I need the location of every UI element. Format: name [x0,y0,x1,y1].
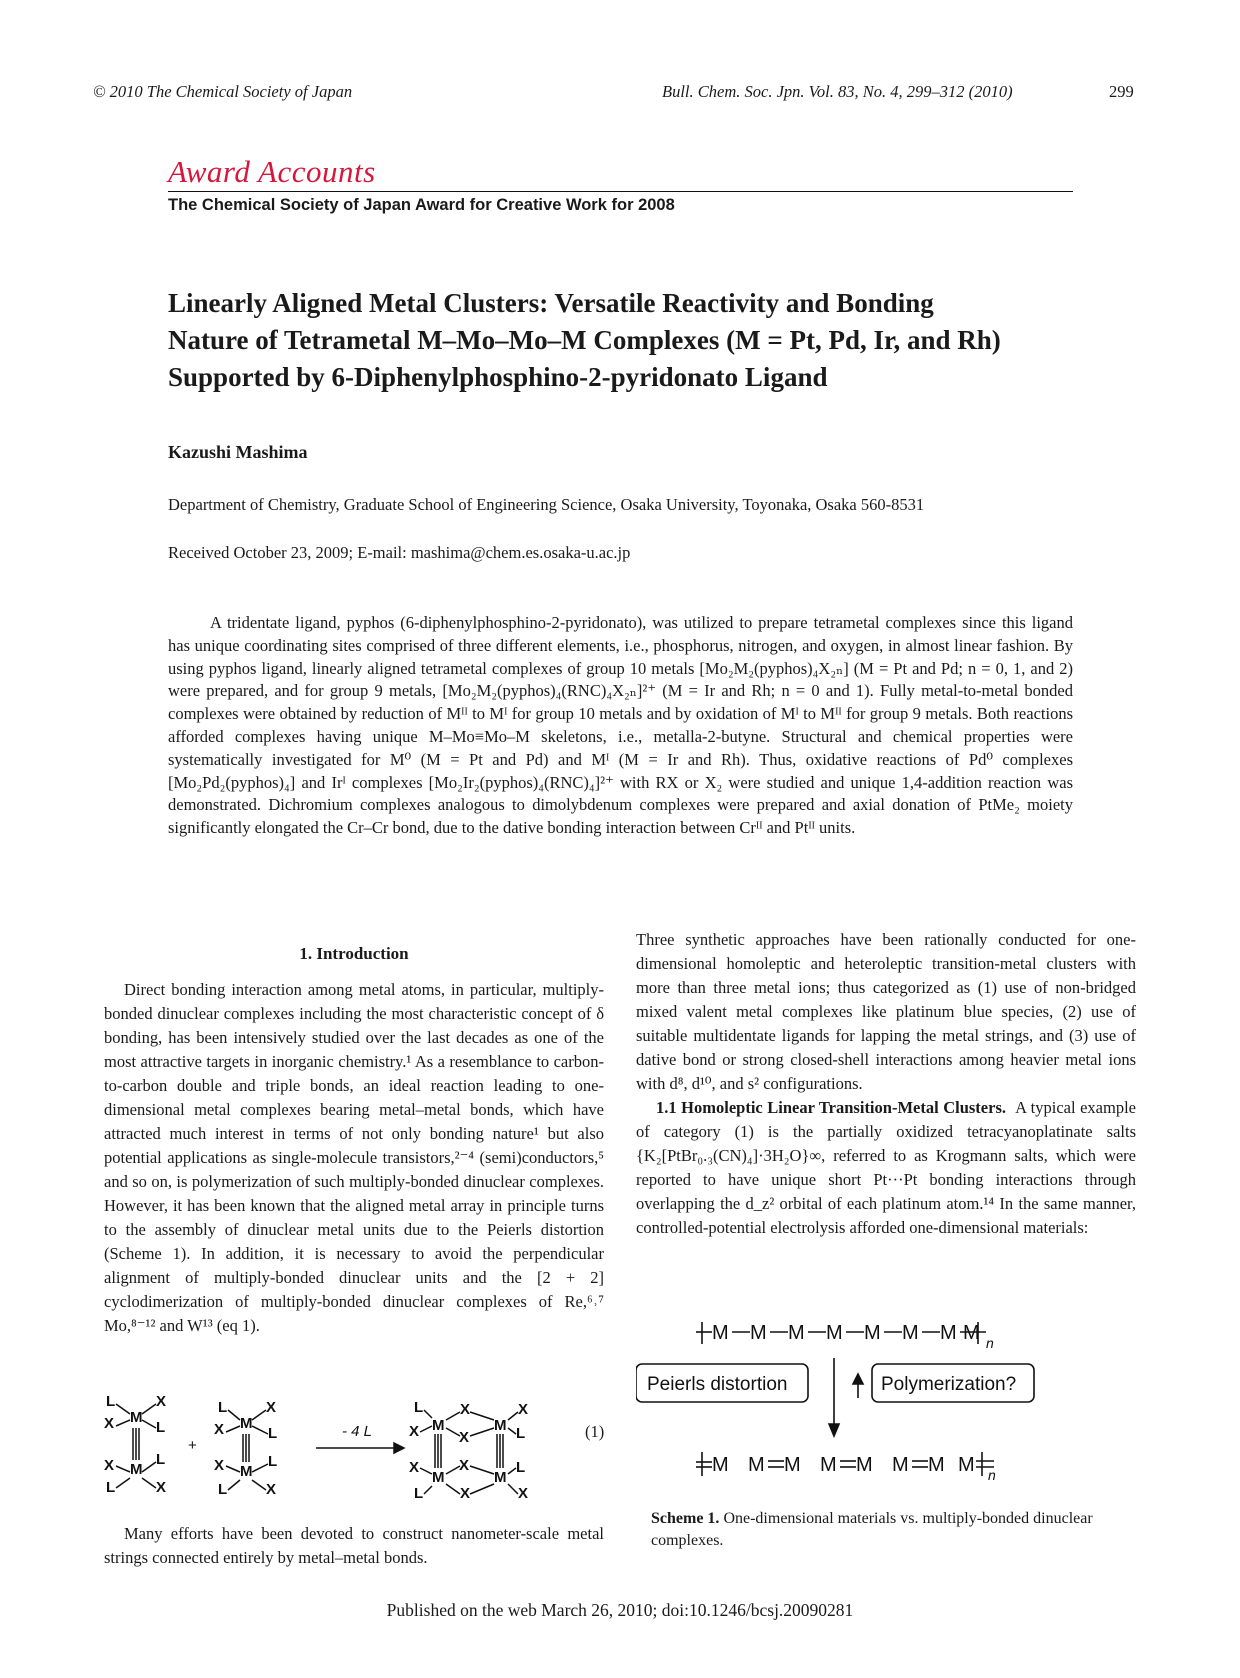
eq-reagent: - 4 L [342,1423,373,1440]
eq-bond [142,1420,156,1428]
chain-metal: M [864,1322,881,1344]
chain-metal: M [712,1454,729,1476]
abstract [168,612,1073,840]
intro-paragraph-2: Many efforts have been devoted to construct nanometer-scale metal strings connected entirely by metal–metal bonds. [104,1524,604,1567]
eq-atom-l: L [516,1425,526,1442]
page-number: 299 [1109,82,1134,101]
received-date-email: Received October 23, 2009; E-mail: mashima@chem.es.osaka-u.ac.jp [168,543,631,562]
polymerization-label: Polymerization? [881,1374,1017,1395]
chain-metal: M [958,1454,975,1476]
journal-citation: Bull. Chem. Soc. Jpn. Vol. 83, No. 4, 299–312 (2010) [662,82,1013,101]
eq-atom-m: M [432,1469,445,1486]
chain-subscript: n [986,1335,994,1351]
eq-bond [508,1468,516,1474]
eq-bond [470,1412,494,1420]
subsection-heading: 1.1 Homoleptic Linear Transition-Metal Clusters. [656,1098,1006,1117]
article-title [168,285,1088,396]
eq-atom-x: X [460,1401,471,1418]
copyright-notice: © 2010 The Chemical Society of Japan [93,82,353,101]
eq-atom-x: X [214,1457,225,1474]
eq-bond [508,1412,518,1420]
scheme-1 [636,1302,1136,1490]
eq-atom-x: X [104,1415,115,1432]
eq-atom-m: M [494,1469,507,1486]
down-arrow-head [829,1424,839,1436]
right-paragraph-2-text: A typical example of category (1) is the partially oxidized tetracyanoplatinate salts {K₂[PtBr₀.₃(CN)₄]·3H₂O}∞, referred to as Krogmann salts, which were reported to have unique short Pt···Pt bonding interactions through overlapping the d_z² orbital of each platinum atom.¹⁴ In the same manner, controlled-potential electrolysis afforded one-dimensional materials: [636,1098,1137,1237]
eq-atom-x: X [459,1429,470,1446]
eq-atom-l: L [268,1425,278,1442]
eq-bond [508,1484,518,1494]
eq-atom-m: M [130,1461,143,1478]
chain-metal: M [748,1454,765,1476]
eq-bond [446,1428,460,1436]
eq-bond [420,1426,432,1432]
equation-1 [104,1392,614,1512]
eq-atom-x: X [409,1423,420,1440]
eq-bond [252,1410,266,1420]
chain-metal: M [750,1322,767,1344]
title-line-1: Linearly Aligned Metal Clusters: Versatile Reactivity and Bonding [168,288,934,318]
eq-atom-m: M [494,1417,507,1434]
eq-atom-x: X [459,1457,470,1474]
eq-bond [228,1480,240,1490]
eq-bond [252,1426,268,1434]
abstract-text: A tridentate ligand, pyphos (6-diphenylphosphino-2-pyridonato), was utilized to prepare tetrametal complexes since this ligand has unique coordinating sites comprised of three different elements, i.e., phosphorus, nitrogen, and oxygen, in almost linear fashion. By using pyphos ligand, linearly aligned tetrametal complexes of group 10 metals [Mo₂M₂(pyphos)₄X₂ₙ] (M = Pt and Pd; n = 0, 1, and 2) were prepared, and for group 9 metals, [Mo₂M₂(pyphos)₄(RNC)₄X₂ₙ]²⁺ (M = Ir and Rh; n = 0 and 1). Fully metal-to-metal bonded complexes were obtained by reduction of Mᴵᴵ to Mᴵ for group 10 metals and by oxidation of Mᴵ to Mᴵᴵ for group 9 metals. Both reactions afforded complexes having unique M–Mo≡Mo–M skeletons, i.e., metalla-2-butyne. Structural and chemical properties were systematically investigated for M⁰ (M = Pt and Pd) and Mᴵ (M = Ir and Rh). Thus, oxidative reactions of Pd⁰ complexes [Mo₂Pd₂(pyphos)₄] and Irᴵ complexes [Mo₂Ir₂(pyphos)₄(RNC)₄]²⁺ with RX or X₂ were studied and unique 1,4-addition reaction was demonstrated. Dichromium complexes analogous to dimolybdenum complexes were prepared and axial donation of PtMe₂ moiety significantly elongated the Cr–Cr bond, due to the dative bonding interaction between Crᴵᴵ and Ptᴵᴵ units. [168,613,1073,838]
eq-atom-l: L [414,1399,424,1416]
author-name: Kazushi Mashima [168,442,308,462]
right-column [636,928,1136,1240]
chain-metal: M [820,1454,837,1476]
eq-bond [508,1428,516,1434]
chain-subscript: n [988,1467,996,1483]
eq-atom-x: X [104,1457,115,1474]
chain-metal: M [784,1454,801,1476]
eq-bond [470,1484,494,1494]
chain-metal: M [902,1322,919,1344]
title-line-2: Nature of Tetrametal M–Mo–Mo–M Complexes (M = Pt, Pd, Ir, and Rh) [168,325,1001,355]
eq-atom-x: X [518,1485,529,1502]
eq-atom-l: L [156,1419,166,1436]
chain-metal: M [788,1322,805,1344]
eq-bond [142,1478,156,1488]
affiliation: Department of Chemistry, Graduate School of Engineering Science, Osaka University, Toyonaka, Osaka 560-8531 [168,495,925,514]
eq-bond [446,1412,460,1420]
right-paragraph-2 [636,1096,1136,1240]
eq-bond [252,1464,268,1472]
eq-bond [116,1466,130,1472]
scheme-1-graphic [636,1302,1136,1490]
section-heading: 1. Introduction [299,944,409,963]
eq-bond [252,1480,266,1490]
award-subtitle: The Chemical Society of Japan Award for Creative Work for 2008 [168,196,675,214]
eq-bond [228,1410,240,1420]
eq-atom-x: X [266,1481,277,1498]
eq-atom-x: X [156,1393,167,1410]
eq-bond [226,1466,240,1472]
eq-bond [142,1404,156,1414]
chain-metal: M [826,1322,843,1344]
left-column-continued [104,1522,604,1570]
chain-metal: M [856,1454,873,1476]
eq-bond [446,1484,460,1494]
scheme-caption [651,1508,1131,1552]
chain-metal: M [712,1322,729,1344]
eq-bond [470,1466,494,1474]
eq-atom-x: X [214,1421,225,1438]
scheme-caption-label: Scheme 1. [651,1510,720,1527]
award-label: Award Accounts [168,154,376,189]
eq-atom-l: L [106,1393,116,1410]
eq-atom-l: L [218,1481,228,1498]
chain-metal: M [928,1454,945,1476]
award-divider [168,191,1073,192]
eq-atom-m: M [130,1409,143,1426]
equation-1-graphic [104,1392,614,1512]
eq-bond [116,1478,130,1488]
eq-atom-l: L [268,1453,278,1470]
eq-bond [226,1426,240,1432]
eq-atom-x: X [266,1399,277,1416]
right-paragraph-1: Three synthetic approaches have been rationally conducted for one-dimensional homoleptic and heteroleptic transition-metal clusters with more than three metal ions; thus categorized as (1) use of non-bridged mixed valent metal complexes like platinum blue species, (2) use of suitable multidentate ligands for lapping the metal strings, and (3) use of dative bond or strong closed-shell interactions among heavier metal ions with d⁸, d¹⁰, and s² configurations. [636,930,1136,1093]
eq-bond [424,1410,432,1418]
eq-bond [446,1466,460,1474]
publication-footer: Published on the web March 26, 2010; doi:10.1246/bcsj.20090281 [386,1600,854,1620]
eq-atom-x: X [518,1401,529,1418]
intro-paragraph-1: Direct bonding interaction among metal atoms, in particular, multiply-bonded dinuclear complexes including the most characteristic concept of δ bonding, has been intensively studied over the last decades as one of the most attractive targets in inorganic chemistry.¹ As a resemblance to carbon-to-carbon double and triple bonds, an ideal reaction leading to one-dimensional metal complexes bearing metal–metal bonds, which have attracted much interest in terms of not only bonding nature¹ but also potential applications as single-molecule transistors,²⁻⁴ (semi)conductors,⁵ and so on, is polymerization of such multiply-bonded dinuclear complexes. However, it has been known that the aligned metal array in principle turns to the assembly of dinuclear metal units due to the Peierls distortion (Scheme 1). In addition, it is necessary to avoid the perpendicular alignment of multiply-bonded dinuclear units and the [2 + 2] cyclodimerization of multiply-bonded dinuclear complexes of Re,⁶˒⁷ Mo,⁸⁻¹² and W¹³ (eq 1). [104,980,604,1335]
eq-atom-l: L [106,1479,116,1496]
eq-atom-l: L [516,1459,526,1476]
eq-bond [116,1420,130,1426]
eq-atom-l: L [218,1399,228,1416]
eq-bond [424,1486,432,1494]
eq-plus: + [188,1437,197,1454]
chain-metal: M [892,1454,909,1476]
eq-atom-m: M [240,1463,253,1480]
chain-metal: M [963,1322,980,1344]
chain-metal: M [940,1322,957,1344]
eq-bond [420,1468,432,1474]
equation-number: (1) [585,1422,605,1441]
eq-bond [116,1404,130,1414]
eq-atom-x: X [156,1479,167,1496]
eq-atom-m: M [432,1417,445,1434]
up-arrow-head [853,1374,863,1384]
eq-atom-x: X [409,1459,420,1476]
eq-bond [470,1428,494,1436]
eq-bond [142,1462,156,1472]
eq-atom-m: M [240,1415,253,1432]
peierls-distortion-label: Peierls distortion [647,1374,788,1395]
reaction-arrow-head [394,1443,404,1453]
eq-atom-l: L [156,1451,166,1468]
eq-atom-x: X [460,1485,471,1502]
eq-atom-l: L [414,1485,424,1502]
scheme-caption-text: One-dimensional materials vs. multiply-bonded dinuclear complexes. [651,1510,1093,1549]
title-line-3: Supported by 6-Diphenylphosphino-2-pyridonato Ligand [168,362,828,392]
left-column [104,978,604,1338]
